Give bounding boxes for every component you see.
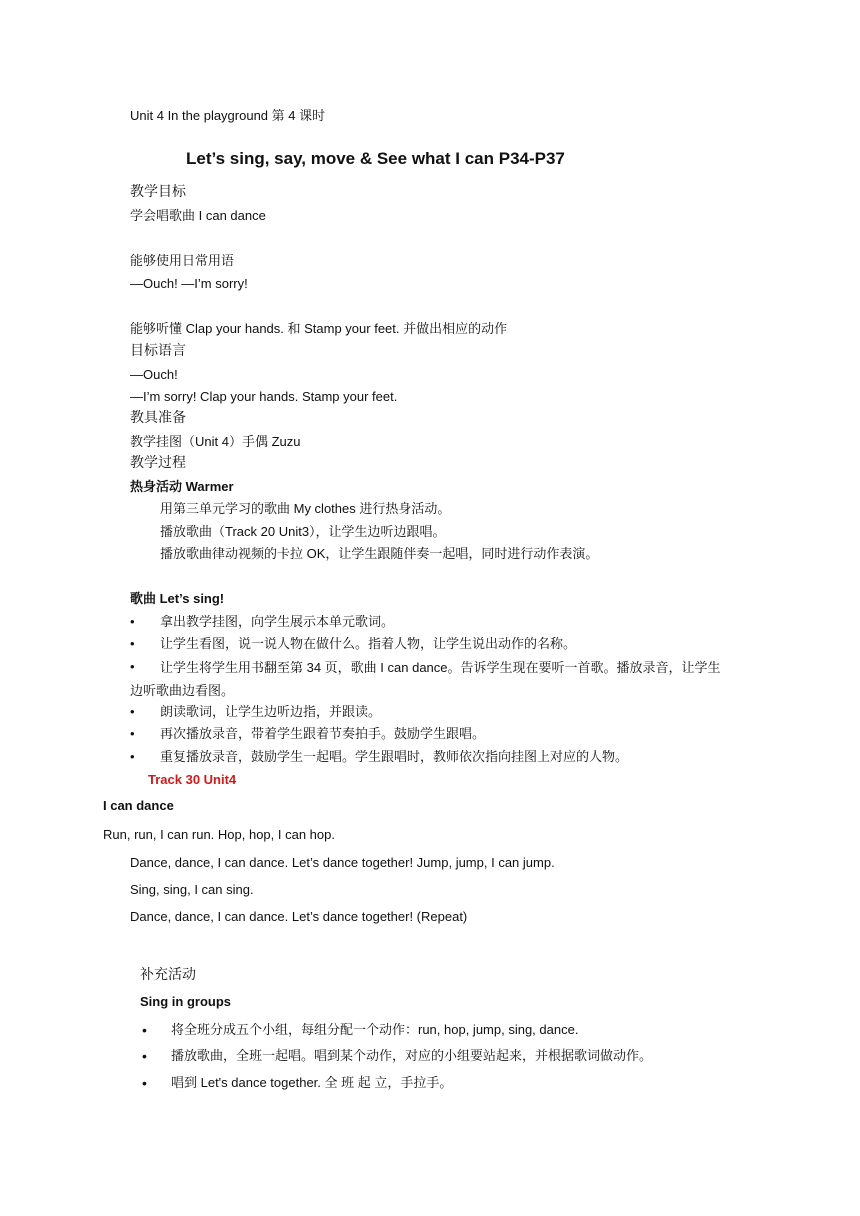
bullet-marker: • [130, 636, 135, 651]
bullet-marker: • [130, 726, 135, 741]
warmer-heading: 热身活动 Warmer [130, 479, 234, 494]
song-line: Sing, sing, I can sing. [130, 882, 254, 897]
song-line: Dance, dance, I can dance. Let’s dance together! Jump, jump, I can jump. [130, 855, 555, 870]
bullet-marker: • [130, 614, 135, 629]
target-language-line: —I’m sorry! Clap your hands. Stamp your feet. [130, 389, 398, 404]
extra-heading: 补充活动 [140, 968, 196, 983]
objective-line: 能够使用日常用语 [130, 253, 235, 268]
bullet-marker: • [142, 1075, 147, 1091]
extra-bullet: 播放歌曲，全班一起唱。唱到某个动作，对应的小组要站起来，并根据歌词做动作。 [171, 1048, 653, 1063]
objectives-heading: 教学目标 [130, 185, 186, 200]
song-line: Dance, dance, I can dance. Let’s dance together! (Repeat) [130, 909, 468, 924]
warmer-line: 播放歌曲（Track 20 Unit3），让学生边听边跟唱。 [160, 524, 446, 539]
lesson-title: Let’s sing, say, move & See what I can P34-P37 [186, 149, 565, 168]
extra-bullet: 唱到 Let's dance together. 全 班 起 立，手拉手。 [171, 1075, 453, 1090]
target-language-line: —Ouch! [130, 367, 178, 382]
objective-line: 学会唱歌曲 I can dance [130, 208, 266, 223]
warmer-line: 播放歌曲律动视频的卡拉 OK，让学生跟随伴奏一起唱，同时进行动作表演。 [160, 546, 599, 561]
bullet-marker: • [130, 659, 135, 674]
track-label: Track 30 Unit4 [148, 772, 237, 787]
sing-bullet: 再次播放录音，带着学生跟着节奏拍手。鼓励学生跟唱。 [160, 726, 486, 741]
extra-bullet: 将全班分成五个小组，每组分配一个动作：run, hop, jump, sing, dance. [171, 1022, 579, 1037]
song-line: Run, run, I can run. Hop, hop, I can hop. [103, 827, 335, 842]
sing-bullet: 朗读歌词，让学生边听边指，并跟读。 [160, 704, 382, 719]
bullet-marker: • [130, 749, 135, 764]
song-title: I can dance [103, 798, 174, 813]
sing-bullet: 让学生看图，说一说人物在做什么。指着人物，让学生说出动作的名称。 [160, 636, 577, 651]
warmer-line: 用第三单元学习的歌曲 My clothes 进行热身活动。 [160, 501, 451, 516]
sing-heading: 歌曲 Let’s sing! [130, 591, 225, 606]
unit-header: Unit 4 In the playground 第 4 课时 [130, 108, 326, 123]
objective-line: 能够听懂 Clap your hands. 和 Stamp your feet. 并做出相应的动作 [130, 321, 508, 336]
bullet-marker: • [142, 1048, 147, 1064]
objective-line: —Ouch! —I’m sorry! [130, 276, 248, 291]
bullet-marker: • [130, 704, 135, 719]
extra-subheading: Sing in groups [140, 994, 231, 1009]
materials-line: 教学挂图（Unit 4）手偶 Zuzu [130, 434, 301, 449]
process-heading: 教学过程 [130, 456, 186, 471]
materials-heading: 教具准备 [130, 411, 186, 426]
sing-bullet: 重复播放录音，鼓励学生一起唱。学生跟唱时，教师依次指向挂图上对应的人物。 [160, 749, 629, 764]
target-language-heading: 目标语言 [130, 344, 186, 359]
bullet-marker: • [142, 1022, 147, 1038]
sing-bullet: 拿出教学挂图，向学生展示本单元歌词。 [160, 614, 395, 629]
sing-bullet: 让学生将学生用书翻至第 34 页，歌曲 I can dance。告诉学生现在要听一首歌。播放录音，让学生边听歌曲边看图。 [130, 660, 721, 698]
